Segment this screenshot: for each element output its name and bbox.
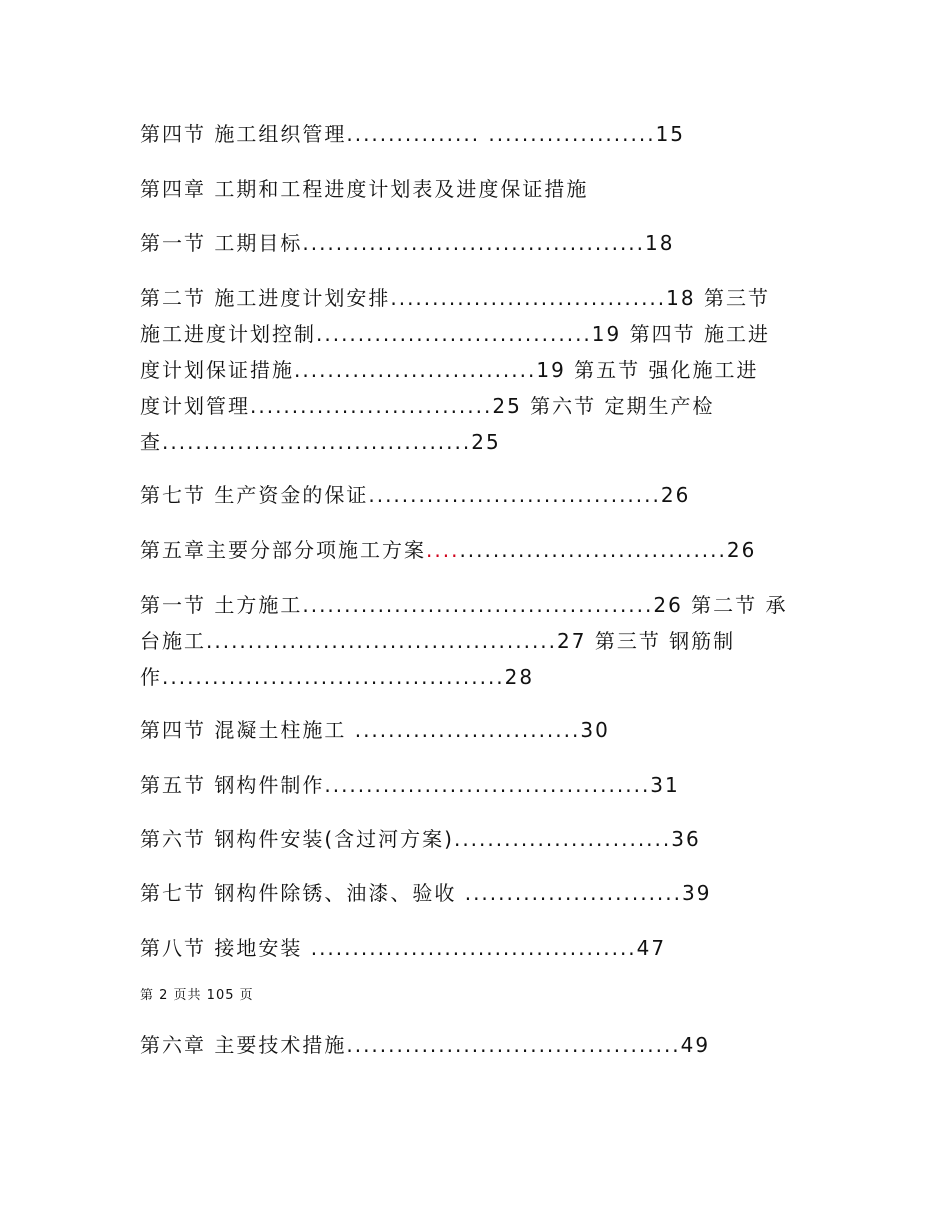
toc-entry: 第六节 钢构件安装(含过河方案)..........................36 bbox=[140, 827, 701, 851]
toc-entry: 第五节 钢构件制作.......................................31 bbox=[140, 773, 680, 797]
toc-entry-title: 第五章主要分部分项施工方案 bbox=[140, 538, 426, 562]
toc-paragraph bbox=[140, 280, 820, 460]
highlighted-dots: .... bbox=[426, 538, 460, 562]
toc-entry: 第七节 生产资金的保证...................................26 bbox=[140, 483, 691, 507]
toc-entry: 第七节 钢构件除锈、油漆、验收 ..........................39 bbox=[140, 881, 712, 905]
toc-entry: 第一节 工期目标.........................................18 bbox=[140, 231, 675, 255]
toc-paragraph-row: 第一节 土方施工..........................................26 第二节 承 bbox=[140, 593, 788, 617]
toc-paragraph-row: 度计划保证措施.............................19 第五节 强化施工进 bbox=[140, 358, 759, 382]
toc-entry-dots-page: ................................26 bbox=[459, 538, 757, 562]
toc-entry: 第四节 施工组织管理................ ....................15 bbox=[140, 122, 686, 146]
toc-entry: 第八节 接地安装 .......................................47 bbox=[140, 936, 667, 960]
toc-paragraph-row: 第二节 施工进度计划安排.................................18 第三节 bbox=[140, 286, 770, 310]
toc-paragraph-row: 作.........................................28 bbox=[140, 665, 535, 689]
page-footer: 第 2 页共 105 页 bbox=[140, 988, 254, 1003]
toc-entry: 第四节 混凝土柱施工 ...........................30 bbox=[140, 718, 610, 742]
toc-entry-chapter-five bbox=[140, 536, 756, 564]
toc-paragraph bbox=[140, 587, 820, 695]
toc-paragraph-row: 施工进度计划控制.................................19 第四节 施工进 bbox=[140, 322, 770, 346]
toc-paragraph-row: 查.....................................25 bbox=[140, 430, 501, 454]
toc-paragraph-row: 度计划管理.............................25 第六节 定期生产检 bbox=[140, 394, 715, 418]
toc-entry: 第六章 主要技术措施........................................49 bbox=[140, 1033, 711, 1057]
toc-paragraph-row: 台施工..........................................27 第三节 钢筋制 bbox=[140, 629, 736, 653]
toc-entry: 第四章 工期和工程进度计划表及进度保证措施 bbox=[140, 177, 589, 201]
